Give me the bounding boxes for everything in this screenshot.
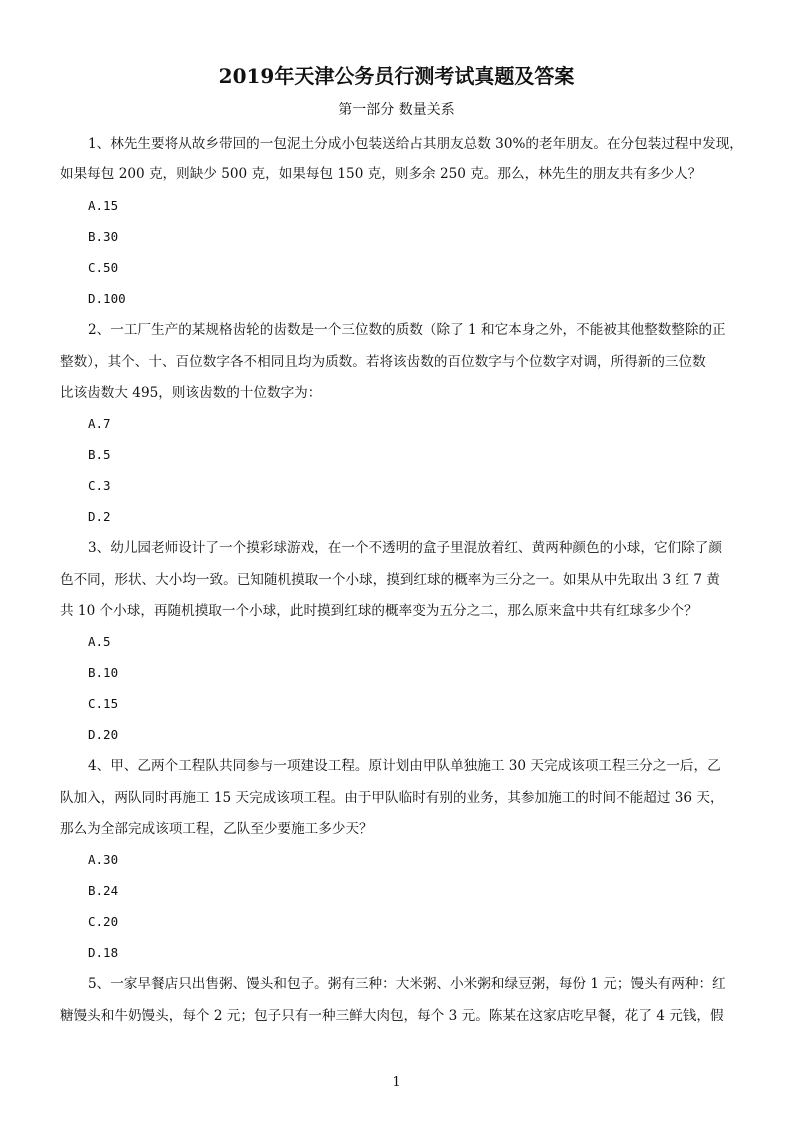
question-text-line: 队加入，两队同时再施工 15 天完成该项工程。由于甲队临时有别的业务，其参加施工的时间不能超过 36 天， — [60, 790, 724, 806]
option-d: D.18 — [88, 945, 119, 960]
option-c: C.15 — [88, 696, 119, 711]
option-c: C.3 — [88, 478, 111, 493]
option-a: A.30 — [88, 852, 119, 867]
page-number: 1 — [392, 1075, 401, 1090]
document-title: 2019年天津公务员行测考试真题及答案 — [218, 64, 575, 88]
option-c: C.50 — [88, 260, 119, 275]
option-b: B.5 — [88, 447, 111, 462]
question-text-line: 那么为全部完成该项工程，乙队至少要施工多少天？ — [60, 821, 373, 837]
option-c: C.20 — [88, 914, 119, 929]
section-heading: 第一部分 数量关系 — [338, 102, 455, 118]
question-text-line: 如果每包 200 克，则缺少 500 克，如果每包 150 克，则多余 250 克。那么，林先生的朋友共有多少人？ — [60, 166, 702, 182]
option-a: A.7 — [88, 416, 111, 431]
option-b: B.10 — [88, 665, 119, 680]
question-text-line: 4、甲、乙两个工程队共同参与一项建设工程。原计划由甲队单独施工 30 天完成该项工程三分之一后，乙 — [88, 758, 721, 774]
question-text-line: 共 10 个小球，再随机摸取一个小球，此时摸到红球的概率变为五分之二，那么原来盒中共有红球多少个？ — [60, 603, 698, 619]
question-text-line: 3、幼儿园老师设计了一个摸彩球游戏，在一个不透明的盒子里混放着红、黄两种颜色的小球，它们除了颜 — [88, 540, 722, 556]
question-text-line: 比该齿数大 495，则该齿数的十位数字为： — [60, 385, 322, 401]
question-text-line: 1、林先生要将从故乡带回的一包泥土分成小包装送给占其朋友总数 30%的老年朋友。在分包装过程中发现， — [88, 136, 743, 152]
option-b: B.30 — [88, 229, 119, 244]
option-a: A.5 — [88, 634, 111, 649]
question-text-line: 糖馒头和牛奶馒头，每个 2 元；包子只有一种三鲜大肉包，每个 3 元。陈某在这家店吃早餐，花了 4 元钱，假 — [60, 1008, 724, 1024]
question-text-line: 色不同，形状、大小均一致。已知随机摸取一个小球，摸到红球的概率为三分之一。如果从中先取出 3 红 7 黄 — [60, 572, 720, 588]
option-b: B.24 — [88, 883, 119, 898]
option-d: D.100 — [88, 291, 126, 306]
option-a: A.15 — [88, 198, 119, 213]
question-text-line: 整数），其个、十、百位数字各不相同且均为质数。若将该齿数的百位数字与个位数字对调，所得新的三位数 — [60, 354, 706, 370]
option-d: D.20 — [88, 727, 119, 742]
option-d: D.2 — [88, 509, 111, 524]
question-text-line: 5、一家早餐店只出售粥、馒头和包子。粥有三种：大米粥、小米粥和绿豆粥，每份 1 元；馒头有两种：红 — [88, 976, 726, 992]
question-text-line: 2、一工厂生产的某规格齿轮的齿数是一个三位数的质数（除了 1 和它本身之外，不能被其他整数整除的正 — [88, 322, 726, 338]
